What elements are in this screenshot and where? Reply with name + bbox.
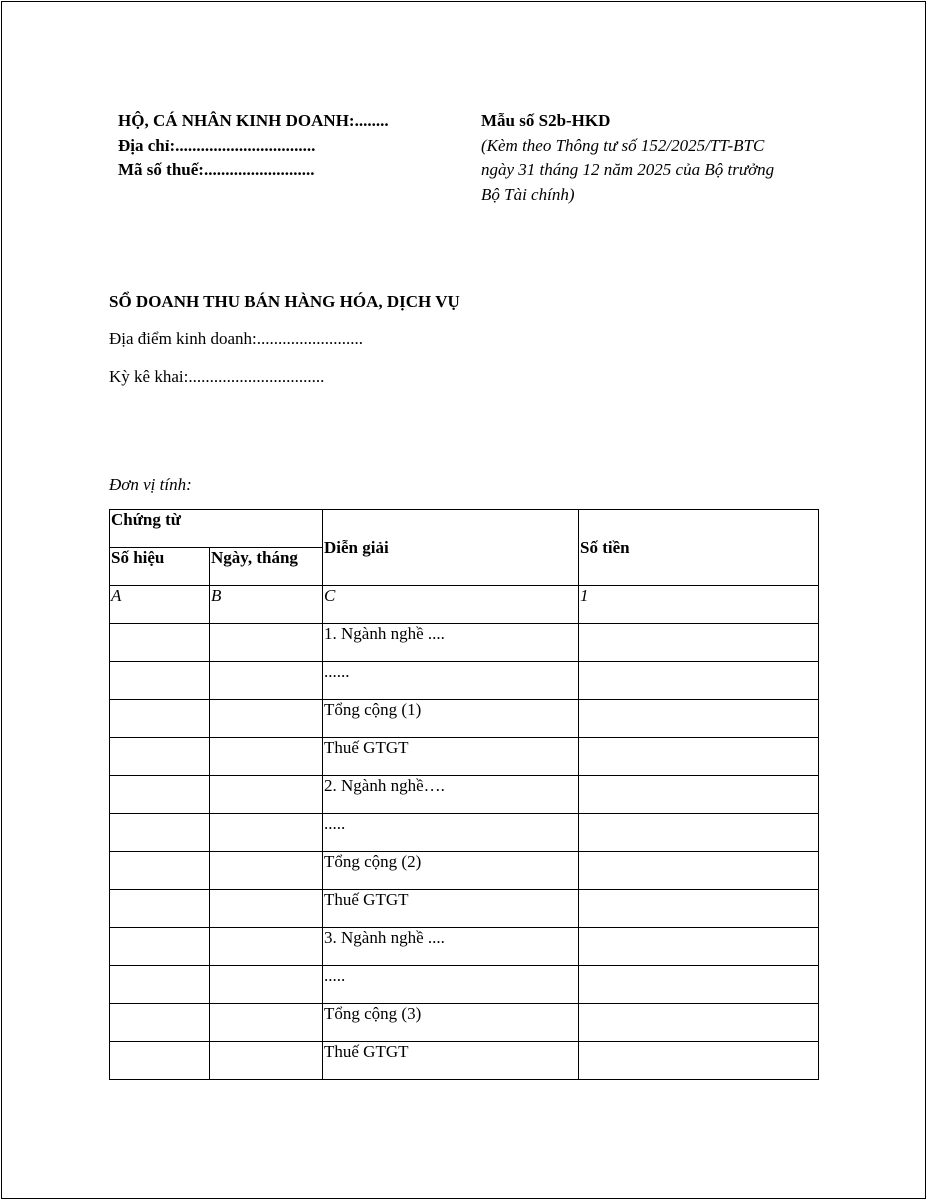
so-tien-cell bbox=[579, 814, 819, 852]
description-cell: ..... bbox=[323, 966, 579, 1004]
so-tien-cell bbox=[579, 966, 819, 1004]
table-row bbox=[110, 966, 819, 1004]
so-hieu-cell bbox=[110, 700, 210, 738]
table-row bbox=[110, 928, 819, 966]
header-right bbox=[481, 109, 774, 207]
so-tien-cell bbox=[579, 738, 819, 776]
table-row bbox=[110, 852, 819, 890]
so-tien-cell bbox=[579, 662, 819, 700]
description-cell: 1. Ngành nghề .... bbox=[323, 624, 579, 662]
ngay-thang-cell bbox=[210, 1042, 323, 1080]
table-row bbox=[110, 776, 819, 814]
ngay-thang-cell bbox=[210, 662, 323, 700]
so-tien-cell bbox=[579, 852, 819, 890]
code-cell: B bbox=[210, 586, 323, 624]
so-tien-cell bbox=[579, 624, 819, 662]
business-name-line: HỘ, CÁ NHÂN KINH DOANH:........ bbox=[118, 111, 389, 130]
header-left bbox=[118, 109, 389, 183]
form-number: Mẫu số S2b-HKD bbox=[481, 111, 611, 130]
so-hieu-cell bbox=[110, 662, 210, 700]
table-row bbox=[110, 1004, 819, 1042]
description-cell: ...... bbox=[323, 662, 579, 700]
document-title: SỔ DOANH THU BÁN HÀNG HÓA, DỊCH VỤ bbox=[109, 292, 460, 311]
ngay-thang-cell bbox=[210, 738, 323, 776]
so-hieu-cell bbox=[110, 890, 210, 928]
ngay-thang-cell bbox=[210, 1004, 323, 1042]
description-cell: Tổng cộng (3) bbox=[323, 1004, 579, 1042]
table-row bbox=[110, 662, 819, 700]
description-cell: Thuế GTGT bbox=[323, 738, 579, 776]
so-tien-cell bbox=[579, 700, 819, 738]
so-hieu-cell bbox=[110, 1004, 210, 1042]
code-cell: C bbox=[323, 586, 579, 624]
code-cell: A bbox=[110, 586, 210, 624]
header-so-tien: Số tiền bbox=[579, 510, 819, 586]
so-tien-cell bbox=[579, 1004, 819, 1042]
revenue-table bbox=[109, 509, 819, 1080]
so-hieu-cell bbox=[110, 624, 210, 662]
form-note-line: ngày 31 tháng 12 năm 2025 của Bộ trưởng bbox=[481, 160, 775, 179]
ngay-thang-cell bbox=[210, 814, 323, 852]
so-hieu-cell bbox=[110, 814, 210, 852]
so-hieu-cell bbox=[110, 738, 210, 776]
ngay-thang-cell bbox=[210, 852, 323, 890]
so-hieu-cell bbox=[110, 776, 210, 814]
code-row bbox=[110, 586, 819, 624]
unit-label: Đơn vị tính: bbox=[109, 475, 192, 494]
ngay-thang-cell bbox=[210, 890, 323, 928]
description-cell: ..... bbox=[323, 814, 579, 852]
description-cell: Tổng cộng (1) bbox=[323, 700, 579, 738]
so-tien-cell bbox=[579, 776, 819, 814]
so-tien-cell bbox=[579, 1042, 819, 1080]
ngay-thang-cell bbox=[210, 928, 323, 966]
header-chung-tu: Chứng từ bbox=[110, 510, 323, 548]
ngay-thang-cell bbox=[210, 624, 323, 662]
header-dien-giai: Diễn giải bbox=[323, 510, 579, 586]
description-cell: Thuế GTGT bbox=[323, 1042, 579, 1080]
header-so-hieu: Số hiệu bbox=[110, 548, 210, 586]
address-line: Địa chỉ:................................. bbox=[118, 135, 316, 155]
ngay-thang-cell bbox=[210, 776, 323, 814]
table-row bbox=[110, 1042, 819, 1080]
table-row bbox=[110, 700, 819, 738]
table-row bbox=[110, 890, 819, 928]
so-hieu-cell bbox=[110, 1042, 210, 1080]
header-ngay-thang: Ngày, tháng bbox=[210, 548, 323, 586]
declaration-period: Kỳ kê khai:................................ bbox=[109, 367, 325, 386]
so-hieu-cell bbox=[110, 928, 210, 966]
so-tien-cell bbox=[579, 890, 819, 928]
form-note-line: Bộ Tài chính) bbox=[481, 184, 575, 204]
tax-code-line: Mã số thuế:.......................... bbox=[118, 160, 315, 179]
code-cell: 1 bbox=[579, 586, 819, 624]
so-tien-cell bbox=[579, 928, 819, 966]
so-hieu-cell bbox=[110, 852, 210, 890]
so-hieu-cell bbox=[110, 966, 210, 1004]
table-row bbox=[110, 738, 819, 776]
form-note-line: (Kèm theo Thông tư số 152/2025/TT-BTC bbox=[481, 135, 765, 155]
description-cell: 3. Ngành nghề .... bbox=[323, 928, 579, 966]
ngay-thang-cell bbox=[210, 966, 323, 1004]
ngay-thang-cell bbox=[210, 700, 323, 738]
table-row bbox=[110, 624, 819, 662]
description-cell: Tổng cộng (2) bbox=[323, 852, 579, 890]
description-cell: 2. Ngành nghề…. bbox=[323, 776, 579, 814]
description-cell: Thuế GTGT bbox=[323, 890, 579, 928]
table-row bbox=[110, 814, 819, 852]
business-location: Địa điểm kinh doanh:......................... bbox=[109, 329, 364, 348]
